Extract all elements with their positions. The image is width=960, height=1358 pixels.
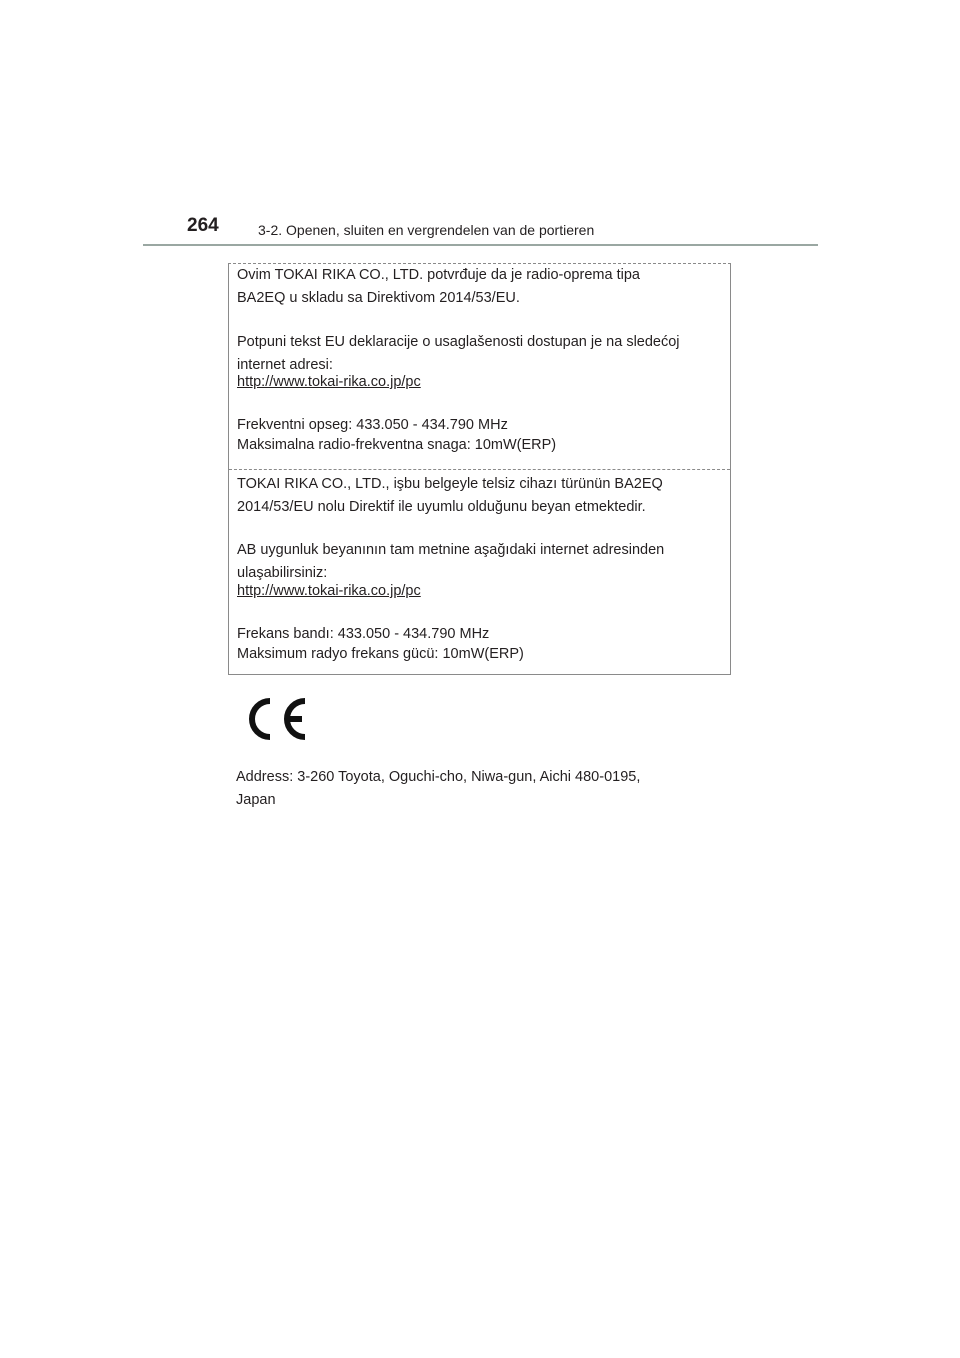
turkish-line-2: 2014/53/EU nolu Direktif ile uyumlu olduğunu beyan etmektedir. (237, 499, 646, 515)
serbian-power: Maksimalna radio-frekventna snaga: 10mW(ERP) (237, 437, 557, 453)
serbian-line-2: BA2EQ u skladu sa Direktivom 2014/53/EU. (237, 290, 520, 306)
turkish-link[interactable]: http://www.tokai-rika.co.jp/pc (237, 583, 421, 599)
address-line-2: Japan (236, 792, 276, 808)
header-divider (143, 244, 818, 246)
serbian-line-3: Potpuni tekst EU deklaracije o usaglašenosti dostupan je na sledećoj (237, 334, 680, 350)
ce-mark-icon (245, 696, 311, 747)
serbian-line-1: Ovim TOKAI RIKA CO., LTD. potvrđuje da je radio-oprema tipa (237, 267, 640, 283)
turkish-power: Maksimum radyo frekans gücü: 10mW(ERP) (237, 646, 524, 662)
serbian-declaration (229, 264, 730, 469)
manufacturer-address (236, 766, 640, 812)
declaration-box (228, 263, 731, 675)
section-title: 3-2. Openen, sluiten en vergrendelen van de portieren (258, 222, 595, 238)
address-line-1: Address: 3-260 Toyota, Oguchi-cho, Niwa-gun, Aichi 480-0195, (236, 769, 641, 785)
turkish-declaration (229, 469, 730, 675)
serbian-line-4: internet adresi: (237, 357, 333, 373)
serbian-link[interactable]: http://www.tokai-rika.co.jp/pc (237, 374, 421, 390)
turkish-line-1: TOKAI RIKA CO., LTD., işbu belgeyle telsiz cihazı türünün BA2EQ (237, 476, 663, 492)
page-number: 264 (187, 215, 219, 236)
turkish-line-4: ulaşabilirsiniz: (237, 565, 328, 581)
turkish-frequency: Frekans bandı: 433.050 - 434.790 MHz (237, 626, 490, 642)
turkish-line-3: AB uygunluk beyanının tam metnine aşağıdaki internet adresinden (237, 542, 665, 558)
serbian-frequency: Frekventni opseg: 433.050 - 434.790 MHz (237, 417, 508, 433)
